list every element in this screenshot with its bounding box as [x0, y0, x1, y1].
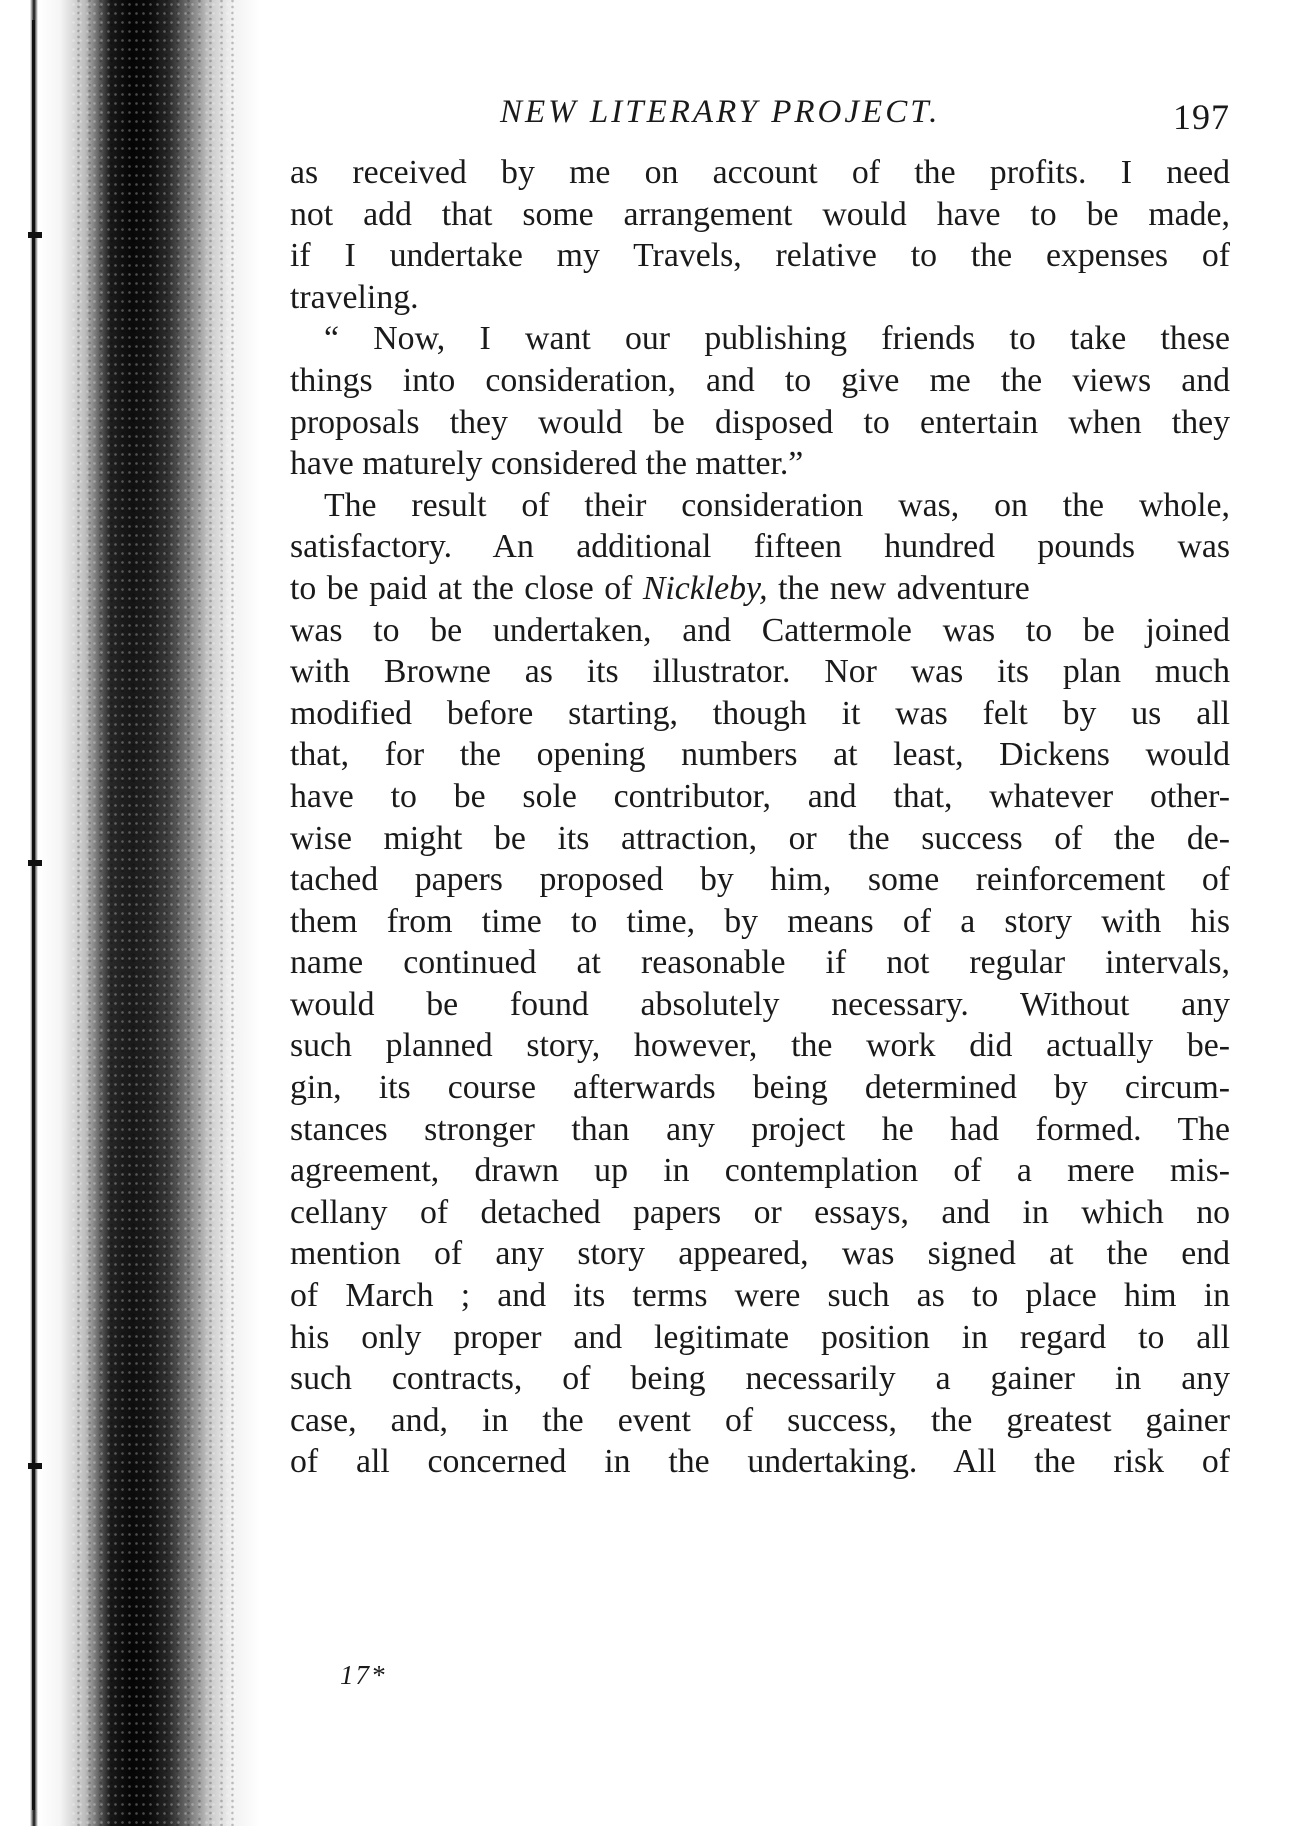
text-line: such planned story, however, the work did actually be-	[290, 1027, 1230, 1065]
text-line: things into consideration, and to give me the views and	[290, 361, 1230, 399]
binding-edge-line	[32, 20, 35, 1810]
text-line: tached papers proposed by him, some reinforcement of	[290, 861, 1230, 899]
binding-mark	[28, 1463, 42, 1469]
text-line-with-italic	[290, 568, 1230, 610]
text-line: name continued at reasonable if not regular intervals,	[290, 944, 1230, 982]
text-line: of all concerned in the undertaking. All the risk of	[290, 1443, 1230, 1481]
text-line: with Browne as its illustrator. Nor was its plan much	[290, 653, 1230, 691]
text-line: such contracts, of being necessarily a gainer in any	[290, 1360, 1230, 1398]
text-line: have to be sole contributor, and that, whatever other-	[290, 777, 1230, 815]
running-head	[290, 80, 1230, 140]
book-page	[290, 80, 1230, 1483]
signature-mark: 17*	[340, 1660, 387, 1690]
text-line: wise might be its attraction, or the success of the de-	[290, 819, 1230, 857]
text-line: that, for the opening numbers at least, Dickens would	[290, 736, 1230, 774]
text-line: traveling.	[290, 278, 419, 316]
text-line: “ Now, I want our publishing friends to take these	[324, 320, 1230, 358]
text-line: as received by me on account of the profits. I need	[290, 154, 1230, 191]
text-segment: the new adventure	[778, 569, 1030, 607]
text-line: have maturely considered the matter.”	[290, 445, 804, 483]
text-line: modified before starting, though it was felt by us all	[290, 694, 1230, 732]
text-line: stances stronger than any project he had formed. The	[290, 1110, 1230, 1148]
text-line: of March ; and its terms were such as to place him in	[290, 1277, 1230, 1315]
text-line: if I undertake my Travels, relative to the expenses of	[290, 237, 1230, 275]
page-number: 197	[1173, 97, 1230, 137]
text-line: case, and, in the event of success, the greatest gainer	[290, 1401, 1230, 1439]
text-line: would be found absolutely necessary. Without any	[290, 985, 1230, 1023]
text-line: not add that some arrangement would have to be made,	[290, 195, 1230, 233]
body-text	[290, 152, 1230, 1483]
text-line: The result of their consideration was, on the whole,	[324, 486, 1230, 524]
binding-mark	[28, 860, 42, 866]
text-line: mention of any story appeared, was signed at the end	[290, 1235, 1230, 1273]
running-title: NEW LITERARY PROJECT.	[500, 94, 941, 130]
text-line: agreement, drawn up in contemplation of a mere mis-	[290, 1152, 1230, 1190]
text-line: satisfactory. An additional fifteen hundred pounds was	[290, 528, 1230, 566]
gutter-speckle-texture	[70, 0, 240, 1826]
binding-mark	[28, 232, 42, 238]
text-segment: to be paid at the close of	[290, 569, 633, 607]
text-line: cellany of detached papers or essays, and in which no	[290, 1193, 1230, 1231]
text-line: proposals they would be disposed to entertain when they	[290, 403, 1230, 441]
text-line: gin, its course afterwards being determined by circum-	[290, 1069, 1230, 1107]
text-line: them from time to time, by means of a story with his	[290, 902, 1230, 940]
text-line: his only proper and legitimate position in regard to all	[290, 1318, 1230, 1356]
italic-title: Nickleby,	[642, 569, 768, 607]
text-line: was to be undertaken, and Cattermole was to be joined	[290, 611, 1230, 649]
